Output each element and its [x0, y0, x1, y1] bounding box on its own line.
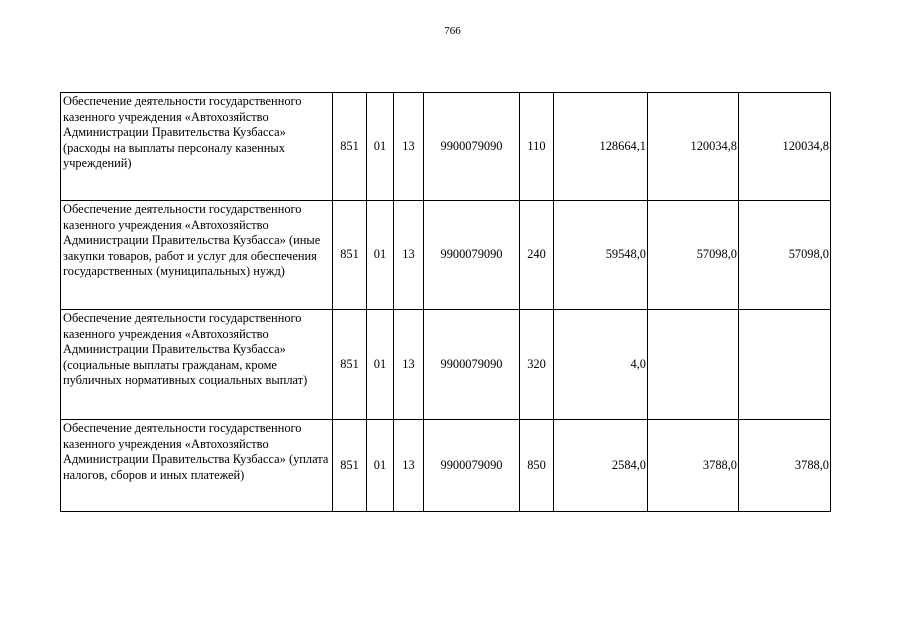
amount-year-1: 59548,0 — [554, 201, 648, 310]
amount-year-3: 57098,0 — [739, 201, 831, 310]
target-article-code: 9900079090 — [424, 201, 520, 310]
subsection-code: 13 — [394, 93, 424, 201]
target-article-code: 9900079090 — [424, 310, 520, 420]
table-row — [61, 201, 831, 310]
budget-table — [60, 92, 831, 512]
row-description: Обеспечение деятельности государственного казенного учреждения «Автохозяйство Администрации Правительства Кузбасса» (социальные выплаты гражданам, кроме публичных нормативных социальных выплат) — [61, 310, 333, 420]
table-row — [61, 420, 831, 512]
ministry-code: 851 — [333, 93, 367, 201]
page-number: 766 — [444, 25, 461, 37]
amount-year-1: 4,0 — [554, 310, 648, 420]
row-description: Обеспечение деятельности государственного казенного учреждения «Автохозяйство Администрации Правительства Кузбасса» (уплата налогов, сборов и иных платежей) — [61, 420, 333, 512]
ministry-code: 851 — [333, 310, 367, 420]
amount-year-3 — [739, 310, 831, 420]
section-code: 01 — [367, 201, 394, 310]
amount-year-2 — [648, 310, 739, 420]
amount-year-2: 3788,0 — [648, 420, 739, 512]
ministry-code: 851 — [333, 420, 367, 512]
ministry-code: 851 — [333, 201, 367, 310]
row-description: Обеспечение деятельности государственного казенного учреждения «Автохозяйство Администрации Правительства Кузбасса» (расходы на выплаты персоналу казенных учреждений) — [61, 93, 333, 201]
target-article-code: 9900079090 — [424, 93, 520, 201]
amount-year-2: 57098,0 — [648, 201, 739, 310]
amount-year-1: 128664,1 — [554, 93, 648, 201]
amount-year-3: 3788,0 — [739, 420, 831, 512]
subsection-code: 13 — [394, 420, 424, 512]
expense-type-code: 850 — [520, 420, 554, 512]
section-code: 01 — [367, 93, 394, 201]
expense-type-code: 110 — [520, 93, 554, 201]
row-description: Обеспечение деятельности государственного казенного учреждения «Автохозяйство Администрации Правительства Кузбасса» (иные закупки товаров, работ и услуг для обеспечения государственных (муниципальных) нужд) — [61, 201, 333, 310]
expense-type-code: 240 — [520, 201, 554, 310]
expense-type-code: 320 — [520, 310, 554, 420]
amount-year-3: 120034,8 — [739, 93, 831, 201]
table-row — [61, 310, 831, 420]
target-article-code: 9900079090 — [424, 420, 520, 512]
section-code: 01 — [367, 310, 394, 420]
subsection-code: 13 — [394, 310, 424, 420]
section-code: 01 — [367, 420, 394, 512]
subsection-code: 13 — [394, 201, 424, 310]
table-row — [61, 93, 831, 201]
amount-year-2: 120034,8 — [648, 93, 739, 201]
amount-year-1: 2584,0 — [554, 420, 648, 512]
